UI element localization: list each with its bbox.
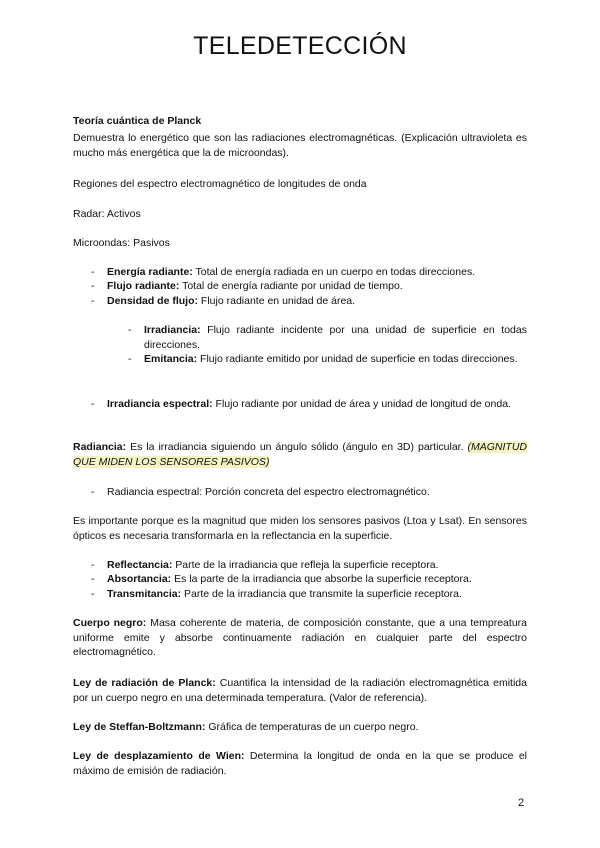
definition: Masa coherente de materia, de composición constante, que a una tempreatura uniforme emite y absorbe continuamente radiación en cualquier parte del espectro electromagnético. [73,617,527,658]
definition: Flujo radiante incidente por una unidad de superficie en todas direcciones. [144,324,527,351]
list-dash: - [128,324,132,336]
list-dash: - [91,573,95,585]
list-item [107,279,527,294]
page-number: 2 [518,797,525,809]
radar-paragraph: Radar: Activos [73,208,141,220]
term: Reflectancia: [107,559,173,571]
page-title: TELEDETECCIÓN [193,32,407,60]
term: Emitancia: [144,353,198,365]
regiones-paragraph: Regiones del espectro electromagnético de longitudes de onda [73,178,367,190]
cuerpo-negro-paragraph [73,616,527,660]
term: Energía radiante: [107,266,193,278]
list-item [107,572,527,587]
radiancia-paragraph [73,440,527,469]
list-item [107,397,527,412]
term: Irradiancia: [144,324,201,336]
term: Ley de Steffan-Boltzmann: [73,721,206,733]
list-item [107,294,527,309]
list-dash: - [91,398,95,410]
definition: Flujo radiante emitido por unidad de superficie en todas direcciones. [197,353,518,365]
term: Ley de radiación de Planck: [73,677,216,689]
definition: Total de energía radiada en un cuerpo en todas direcciones. [192,266,476,278]
sub-list-item [144,323,527,352]
planck-paragraph: Demuestra lo energético que son las radiaciones electromagnéticas. (Explicación ultravioleta es mucho más energética que la de microondas). [73,132,527,159]
definition: Flujo radiante en unidad de área. [198,295,356,307]
ley-steffan-paragraph [73,720,527,735]
list-item: Radiancia espectral: Porción concreta del espectro electromagnético. [107,486,430,498]
definition: Es la irradiancia siguiendo un ángulo sólido (ángulo en 3D) particular. [126,441,464,453]
term: Cuerpo negro: [73,617,147,629]
importante-paragraph: Es importante porque es la magnitud que miden los sensores pasivos (Ltoa y Lsat). En sensores ópticos es necesaria transformarla en la reflectancia en la superficie. [73,515,527,542]
term: Absortancia: [107,573,172,585]
list-dash: - [91,588,95,600]
definition: Parte de la irradiancia que transmite la superficie receptora. [181,588,462,600]
list-dash: - [91,295,95,307]
ley-wien-paragraph [73,749,527,778]
definition: Gráfica de temperaturas de un cuerpo negro. [205,721,419,733]
term: Radiancia: [73,441,127,453]
list-item [107,587,527,602]
list-item [107,265,527,280]
term: Flujo radiante: [107,280,180,292]
term: Densidad de flujo: [107,295,199,307]
term: Transmitancia: [107,588,182,600]
list-dash: - [91,266,95,278]
term: Irradiancia espectral: [107,398,213,410]
definition: Determina la longitud de onda en la que se produce el máximo de emisión de radiación. [73,750,527,777]
list-dash: - [128,353,132,365]
sub-list-item [144,352,527,367]
term: Ley de desplazamiento de Wien: [73,750,245,762]
definition: Cuantifica la intensidad de la radiación electromagnética emitida por un cuerpo negro en una determinada temperatura. (Valor de referencia). [73,677,527,704]
highlighted-note: (MAGNITUD QUE MIDEN LOS SENSORES PASIVOS) [73,441,527,468]
ley-planck-paragraph [73,676,527,705]
list-dash: - [91,486,95,498]
planck-heading: Teoría cuántica de Planck [73,115,202,127]
list-dash: - [91,280,95,292]
definition: Parte de la irradiancia que refleja la superficie receptora. [172,559,439,571]
definition: Total de energía radiante por unidad de tiempo. [179,280,403,292]
list-dash: - [91,559,95,571]
microondas-paragraph: Microondas: Pasivos [73,237,170,249]
list-item [107,558,527,573]
definition: Flujo radiante por unidad de área y unidad de longitud de onda. [212,398,511,410]
definition: Es la parte de la irradiancia que absorbe la superficie receptora. [171,573,472,585]
